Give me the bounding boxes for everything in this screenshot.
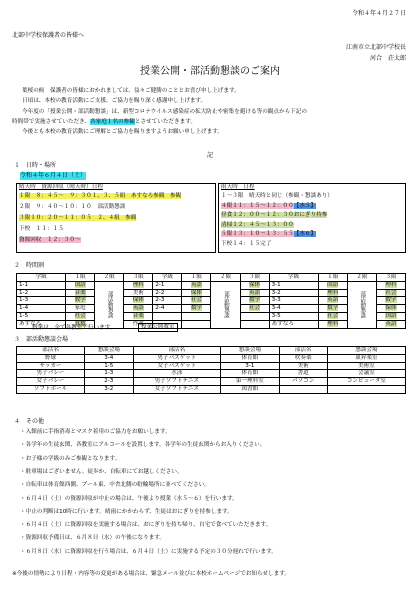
- greeting-line: 今年度の「授業公開・部活動懇談」は、新型コロナウイルス感染症の拡大防止や密集を避ける等の観点から下記の: [22, 109, 307, 115]
- period-3-cell: [124, 297, 153, 305]
- subject: 理科: [327, 320, 339, 327]
- period-3-cell: [376, 289, 405, 297]
- note-item: ・お子様の学級のみご参観となります。: [20, 455, 121, 462]
- section-heading: ３ 部活動懇談会場: [14, 336, 69, 343]
- subject: 社会: [327, 312, 339, 319]
- subject: 作業: [132, 320, 144, 327]
- club-meeting-label: 部活動懇談: [347, 281, 376, 328]
- period-3-cell: [376, 305, 405, 313]
- period-3-cell: [240, 312, 269, 320]
- period-1-cell: [66, 297, 95, 305]
- schedule-line-text: ３限１０：２０～１１：０５ ２、４組 参観: [19, 215, 137, 221]
- period-1-cell: [182, 320, 211, 328]
- venue-cell: 東昇楽室: [327, 354, 405, 362]
- table-row: [17, 385, 406, 393]
- schedule-line: [221, 222, 294, 229]
- subject: 数学: [327, 305, 339, 312]
- period-1-cell: [318, 289, 347, 297]
- class-cell: 1-3: [17, 297, 66, 305]
- greeting-line: 葉桜の候 保護者の皆様におかれましては、益々ご健勝のこととお喜び申し上げます。: [22, 88, 240, 94]
- table-row: [17, 362, 406, 370]
- period-3-cell: [124, 305, 153, 313]
- venue-cell: 3-2: [85, 385, 133, 393]
- subject: 社会: [385, 289, 397, 296]
- period-3-cell: [240, 305, 269, 313]
- period-3-cell: [376, 297, 405, 305]
- venue-cell: 1-3: [85, 370, 133, 378]
- period-1-cell: [66, 305, 95, 313]
- period-3-cell: [124, 289, 153, 297]
- subject: 美術: [132, 289, 144, 296]
- schedule-line-text: 清掃１２：４５～１３：００: [221, 221, 294, 228]
- club-name-cell: パソコン: [279, 378, 327, 386]
- schedule-line-tag: 【水６】: [293, 231, 317, 238]
- greeting-text: 時間帯で実施させていただき、: [12, 119, 91, 125]
- schedule-line-text: 下校 １１：１５: [19, 226, 64, 232]
- venue-header: 部活名: [279, 347, 327, 355]
- subject: 社会: [74, 312, 86, 319]
- timetable-header: ３限: [376, 274, 405, 282]
- venue-cell: 3-1: [221, 362, 279, 370]
- period-3-cell: [376, 281, 405, 289]
- club-meeting-label: 部活動懇談: [211, 281, 240, 328]
- greeting-line: 今後とも本校の教育活動にご理解とご協力を賜りますようお願い申し上げます。: [22, 129, 223, 135]
- table-row: [17, 281, 406, 289]
- class-cell: 3-4: [269, 305, 318, 313]
- table-row: [17, 370, 406, 378]
- schedule-line: [221, 231, 316, 238]
- subject: 数学: [248, 297, 261, 304]
- timetable-header: ２限: [211, 274, 240, 282]
- club-name-cell: 女子ソフトテニス: [133, 385, 221, 393]
- venue-cell: 図書館: [221, 385, 279, 393]
- principal-name: 河合 荘太郎: [369, 55, 406, 62]
- timetable-header: 学級: [153, 274, 182, 282]
- subject: 保体: [132, 297, 144, 304]
- club-name-cell: 吹奏楽: [279, 354, 327, 362]
- venue-cell: コンピュータ室: [327, 378, 405, 386]
- schedule-line-text: 昼食１２：００～１２：３０おにぎり持参: [221, 212, 328, 219]
- period-1-cell: [318, 312, 347, 320]
- class-cell: 3-2: [269, 289, 318, 297]
- venue-cell: 会議室: [327, 370, 405, 378]
- club-name-cell: 野球: [17, 354, 85, 362]
- venue-cell: [327, 385, 405, 393]
- period-3-cell: [376, 312, 405, 320]
- letter-date: 令和４年４月２７日: [351, 10, 406, 17]
- club-venue-table: [16, 346, 406, 394]
- subject: 英語: [327, 297, 339, 304]
- period-3-cell: [240, 289, 269, 297]
- club-name-cell: 女子バレー: [17, 378, 85, 386]
- timetable-header: 学級: [17, 274, 66, 282]
- greeting-line: [12, 119, 196, 126]
- note-item: ・６月８日（水）に資源回収を行う場合は、６月４日（土）に実施する予定の３０分遅れで行います。: [20, 548, 277, 555]
- timetable-header: ２限: [95, 274, 124, 282]
- period-3-cell: [376, 320, 405, 328]
- note-item: ・入館前に手指消毒とマスク着用のご協力をお願いします。: [20, 429, 171, 435]
- period-1-cell: [66, 312, 95, 320]
- period-3-cell: [240, 320, 269, 328]
- club-name-cell: 書道: [279, 370, 327, 378]
- section-heading: ２ 時間割: [14, 262, 45, 269]
- period-1-cell: [182, 297, 211, 305]
- club-name-cell: サッカー: [17, 362, 85, 370]
- venue-cell: 体育館: [221, 354, 279, 362]
- class-cell: 1-1: [17, 281, 66, 289]
- class-cell: 2-3: [153, 297, 182, 305]
- club-name-cell: 女子バスケット: [133, 362, 221, 370]
- subject: 社会: [248, 305, 261, 312]
- venue-cell: 美術室: [327, 362, 405, 370]
- schedule-line-text: 資源回収 １２：３０～: [19, 237, 81, 243]
- class-cell: あすなろ: [17, 320, 66, 328]
- page-title: 授業公開・部活動懇談のご案内: [140, 66, 280, 77]
- schedule-line-tag: 【水５】: [293, 202, 317, 209]
- note-item: ・６月４日（土）に資源回収を実施する場合は、おにぎりを持ち帰り、自宅で食べていただきます。: [20, 522, 272, 529]
- period-3-cell: [124, 312, 153, 320]
- class-cell: 1-4: [17, 305, 66, 313]
- class-cell: 3-1: [269, 281, 318, 289]
- highlight-one-per-family: 各家庭１名の参観: [90, 119, 135, 125]
- footer-note: ※今後の情勢により日程・内容等の変更がある場合は、緊急メール並びに本校ホームページでお知らせします。: [12, 571, 290, 577]
- note-item: ・各学年の生徒玄関、各教室にアルコールを設置します。各学年の生徒玄関からお入りください。: [20, 442, 266, 449]
- period-1-cell: [318, 281, 347, 289]
- subject: 算数: [74, 320, 86, 327]
- venue-header: 懇談会場: [221, 347, 279, 355]
- club-meeting-label: 部活動懇談: [95, 281, 124, 328]
- class-cell: あすなろ: [269, 320, 318, 328]
- class-cell: 2-4: [153, 305, 182, 313]
- schedule-line-text: １～３限 晴天時と同じ（参観・懇談あり）: [221, 193, 333, 199]
- club-name-cell: 男子バスケット: [133, 354, 221, 362]
- class-cell: 3-5: [269, 312, 318, 320]
- period-3-cell: [240, 297, 269, 305]
- period-1-cell: [182, 312, 211, 320]
- subject: 理科: [327, 289, 339, 296]
- note-item: ・資源回収予備日は、６月８日（水）の午後になります。: [20, 535, 165, 542]
- table-row: [17, 354, 406, 362]
- subject: 保体: [385, 305, 397, 312]
- club-name-cell: 美術: [279, 362, 327, 370]
- rain-schedule-title: 雨天時 日程: [221, 184, 255, 190]
- schedule-line: [221, 241, 271, 248]
- schedule-line-text: 下校１４：１５完了: [221, 241, 272, 247]
- schedule-line-text: ５限１３：１０～１３：５５: [221, 231, 294, 238]
- period-1-cell: [182, 281, 211, 289]
- subject: 英語: [132, 305, 144, 312]
- timetable-header: ３限: [124, 274, 153, 282]
- schedule-line-text: ２限 ９：４０～１０：１０ 部活動懇談: [19, 204, 126, 210]
- section-heading: １ 日時・場所: [14, 162, 57, 169]
- subject: 国語: [74, 281, 86, 288]
- schedule-line: [221, 203, 316, 210]
- period-1-cell: [66, 289, 95, 297]
- subject: 音楽: [74, 289, 86, 296]
- subject: 音楽: [132, 312, 144, 319]
- schedule-line: [19, 226, 64, 233]
- subject: 理科: [132, 281, 144, 288]
- club-name-cell: [279, 385, 327, 393]
- school-name: 江南市立北部中学校長: [345, 44, 406, 51]
- subject: 英語: [190, 281, 203, 288]
- note-item: ・駐車場はございません。徒歩か、自転車にてお越しください。: [20, 468, 183, 475]
- venue-cell: 3-4: [85, 354, 133, 362]
- greeting-text: とさせていただきます。: [134, 119, 196, 125]
- venue-cell: 1-5: [85, 362, 133, 370]
- class-cell: 3-3: [269, 297, 318, 305]
- period-1-cell: [182, 305, 211, 313]
- club-name-cell: 男子ソフトテニス: [133, 378, 221, 386]
- class-cell: 1-2: [17, 289, 66, 297]
- note-item: ・中止の判断は10時に行います。晴雨にかかわらず、生徒はおにぎりを持参します。: [20, 508, 233, 515]
- venue-header: 懇談会場: [327, 347, 405, 355]
- timetable-note: 授業は、全て各教室で行います。: [32, 325, 116, 331]
- period-3-cell: [124, 281, 153, 289]
- note-item: ・自転車は体育館西側、プール東、中舎北側の駐輪場所に並べてください。: [20, 482, 210, 489]
- greeting-line: 日頃は、本校の教育活動にご支援、ご協力を賜り深く感謝申し上げます。: [22, 98, 207, 104]
- venue-header: 部活名: [133, 347, 221, 355]
- subject: 保体: [190, 289, 203, 296]
- subject: 国語: [327, 281, 339, 288]
- class-cell: 1-5: [17, 312, 66, 320]
- timetable-header: １限: [66, 274, 95, 282]
- note-item: ・６月４日（土）の資源回収が中止の場合は、午後より授業（水５～６）を行います。: [20, 495, 238, 502]
- timetable: [16, 273, 406, 329]
- subject: 数学: [190, 305, 203, 312]
- class-cell: 2-1: [153, 281, 182, 289]
- timetable-header: 学級: [269, 274, 318, 282]
- subject: 国語: [385, 312, 397, 319]
- addressee: 北部中学校保護者の皆様へ: [12, 32, 85, 39]
- schedule-line-text: １限 ８：４５～ ９：３０１、３、５組 あすなろ参観 参観: [19, 193, 182, 199]
- schedule-line: [19, 237, 81, 244]
- schedule-line: [19, 215, 136, 222]
- table-row: [17, 378, 406, 386]
- subject: 理科: [385, 281, 397, 288]
- period-1-cell: [318, 320, 347, 328]
- class-cell: [153, 312, 182, 320]
- subject: 数学: [74, 297, 86, 304]
- period-1-cell: [66, 281, 95, 289]
- period-3-cell: [240, 281, 269, 289]
- schedule-line: [19, 204, 125, 211]
- subject: 社会: [190, 297, 203, 304]
- subject: 家庭: [74, 305, 86, 312]
- venue-header: 懇談会場: [85, 347, 133, 355]
- period-1-cell: [182, 289, 211, 297]
- ki-mark: 記: [206, 152, 213, 159]
- public-class-badge: 授業公開教室: [138, 323, 178, 332]
- subject: 保体: [248, 281, 261, 288]
- period-1-cell: [318, 305, 347, 313]
- timetable-header: ３限: [240, 274, 269, 282]
- sunny-schedule-title: 晴天時 資源回収（晴天時）日程: [19, 184, 103, 190]
- club-name-cell: 水泳: [133, 370, 221, 378]
- venue-cell: 第一理科室: [221, 378, 279, 386]
- event-date: 令和４年６月４日（土）: [20, 172, 87, 179]
- timetable-header: ２限: [347, 274, 376, 282]
- period-1-cell: [318, 297, 347, 305]
- section-heading: ４ その他: [14, 418, 45, 425]
- schedule-line-text: ４限１１：１５～１２：００: [221, 202, 294, 209]
- schedule-line: [221, 193, 333, 200]
- subject: 英語: [385, 320, 397, 327]
- schedule-line: [221, 212, 327, 219]
- venue-header: 部活名: [17, 347, 85, 355]
- timetable-header: １限: [182, 274, 211, 282]
- club-name-cell: 男子バレー: [17, 370, 85, 378]
- schedule-line: [19, 193, 181, 200]
- venue-cell: 2-3: [85, 378, 133, 386]
- subject: 数学: [385, 297, 397, 304]
- timetable-header: １限: [318, 274, 347, 282]
- club-name-cell: ソフトボール: [17, 385, 85, 393]
- class-cell: 2-2: [153, 289, 182, 297]
- subject: 英語: [248, 289, 261, 296]
- venue-cell: 体育館: [221, 370, 279, 378]
